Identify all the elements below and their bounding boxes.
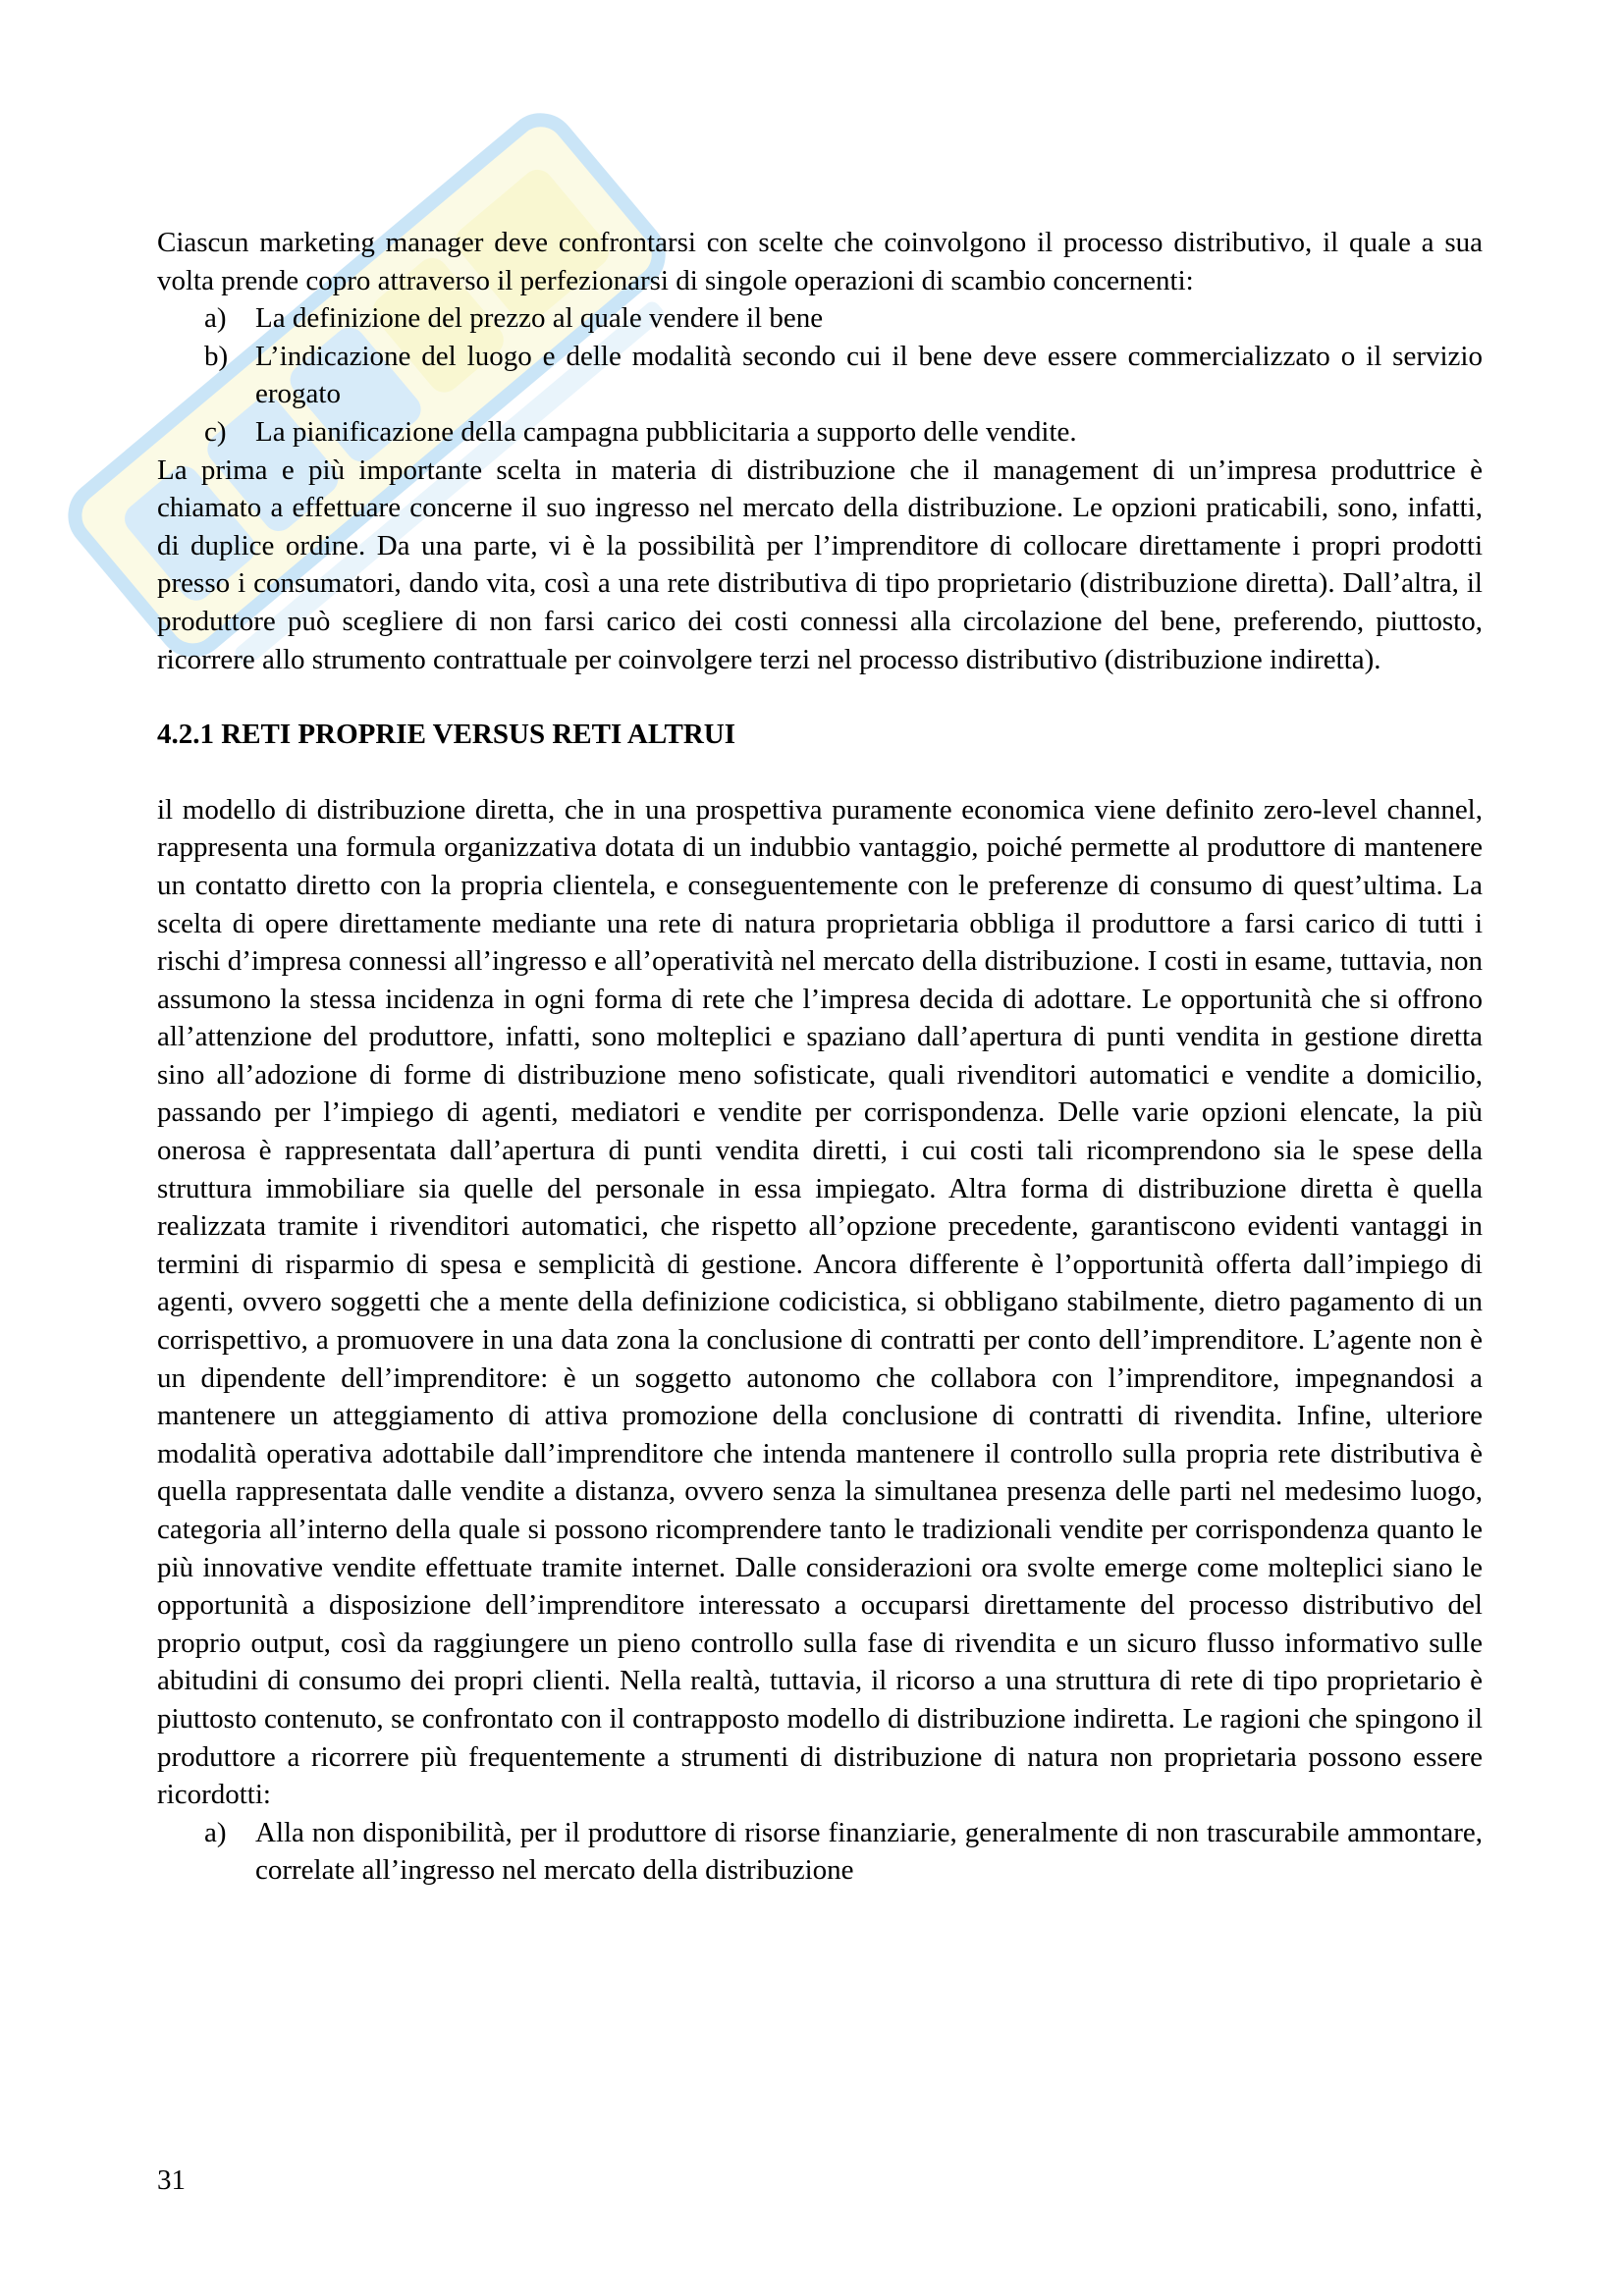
- list-marker: a): [204, 1816, 227, 1848]
- document-page: [157, 224, 1483, 1890]
- section-list: [157, 1814, 1483, 1890]
- list-item-text: L’indicazione del luogo e delle modalità secondo cui il bene deve essere commercializzato o il servizio erogato: [255, 340, 1483, 410]
- list-item: [157, 299, 1483, 338]
- section-paragraph: il modello di distribuzione diretta, che in una prospettiva puramente economica viene definito zero-level channel, rappresenta una formula organizzativa dotata di un indubbio vantaggio, poiché permette al produttore di mantenere un contatto diretto con la propria clientela, e conseguentemente con le preferenze di consumo di quest’ultima. La scelta di opere direttamente mediante una rete di natura proprietaria obbliga il produttore a farsi carico di tutti i rischi d’impresa connessi all’ingresso e all’operatività nel mercato della distribuzione. I costi in esame, tuttavia, non assumono la stessa incidenza in ogni forma di rete che l’impresa decida di adottare. Le opportunità che si offrono all’attenzione del produttore, infatti, sono molteplici e spaziano dall’apertura di punti vendita in gestione diretta sino all’adozione di forme di distribuzione meno sofisticate, quali rivenditori automatici e vendite a domicilio, passando per l’impiego di agenti, mediatori e vendite per corrispondenza. Delle varie opzioni elencate, la più onerosa è rappresentata dall’apertura di punti vendita diretti, i cui costi tali ricomprendono sia le spese della struttura immobiliare sia quelle del personale in essa impiegato. Altra forma di distribuzione diretta è quella realizzata tramite i rivenditori automatici, che rispetto all’opzione precedente, garantiscono evidenti vantaggi in termini di risparmio di spesa e semplicità di gestione. Ancora differente è l’opportunità offerta dall’impiego di agenti, ovvero soggetti che a mente della definizione codicistica, si obbligano stabilmente, dietro pagamento di un corrispettivo, a promuovere in una data zona la conclusione di contratti per conto dell’imprenditore. L’agente non è un dipendente dell’imprenditore: è un soggetto autonomo che collabora con l’imprenditore, impegnandosi a mantenere un atteggiamento di attiva promozione della conclusione di contratti di rivendita. Infine, ulteriore modalità operativa adottabile dall’imprenditore che intenda mantenere il controllo sulla propria rete distributiva è quella rappresentata dalle vendite a distanza, ovvero senza la simultanea presenza delle parti nel medesimo luogo, categoria all’interno della quale si possono ricomprendere tanto le tradizionali vendite per corrispondenza quanto le più innovative vendite effettuate tramite internet. Dalle considerazioni ora svolte emerge come molteplici siano le opportunità a disposizione dell’imprenditore interessato a occuparsi direttamente del processo distributivo del proprio output, così da raggiungere un pieno controllo sulla fase di rivendita e un sicuro flusso informativo sulle abitudini di consumo dei propri clienti. Nella realtà, tuttavia, il ricorso a una struttura di rete di tipo proprietario è piuttosto contenuto, se confrontato con il contrapposto modello di distribuzione indiretta. Le ragioni che spingono il produttore a ricorrere più frequentemente a strumenti di distribuzione di natura non proprietaria possono essere ricordotti:: [157, 793, 1483, 1811]
- list-item: [157, 338, 1483, 413]
- intro-paragraph: Ciascun marketing manager deve confrontarsi con scelte che coinvolgono il processo distributivo, il quale a sua volta prende copro attraverso il perfezionarsi di singole operazioni di scambio concernenti:: [157, 227, 1483, 296]
- section-heading: 4.2.1 RETI PROPRIE VERSUS RETI ALTRUI: [157, 719, 736, 751]
- page-number: 31: [157, 2164, 186, 2196]
- list-marker: b): [204, 340, 229, 372]
- list-item-text: La pianificazione della campagna pubblicitaria a supporto delle vendite.: [255, 415, 1077, 448]
- list-item-text: Alla non disponibilità, per il produttore di risorse finanziarie, generalmente di non trascurabile ammontare, correlate all’ingresso nel mercato della distribuzione: [255, 1816, 1483, 1887]
- list-item-text: La definizione del prezzo al quale vendere il bene: [255, 302, 824, 335]
- list-marker: a): [204, 302, 227, 335]
- intro-list: [157, 299, 1483, 451]
- intro-paragraph-2: La prima e più importante scelta in materia di distribuzione che il management di un’impresa produttrice è chiamato a effettuare concerne il suo ingresso nel mercato della distribuzione. Le opzioni praticabili, sono, infatti, di duplice ordine. Da una parte, vi è la possibilità per l’imprenditore di collocare direttamente i propri prodotti presso i consumatori, dando vita, così a una rete distributiva di tipo proprietario (distribuzione diretta). Dall’altra, il produttore può scegliere di non farsi carico dei costi connessi alla circolazione del bene, preferendo, piuttosto, ricorrere allo strumento contrattuale per coinvolgere terzi nel processo distributivo (distribuzione indiretta).: [157, 454, 1483, 675]
- list-marker: c): [204, 415, 227, 448]
- list-item: [157, 1814, 1483, 1890]
- list-item: [157, 413, 1483, 452]
